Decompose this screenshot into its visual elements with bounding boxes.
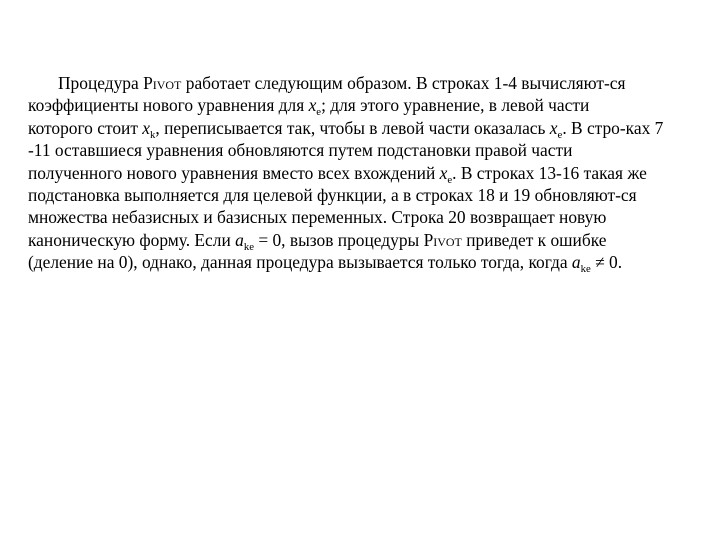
text-line-6: подстановка выполняется для целевой функции, а в строках 18 и 19 обновляют-ся [28,185,637,206]
body-paragraph [28,72,698,274]
text-line-2: коэффициенты нового уравнения для $x_e$; для этого уравнение, в левой части [28,95,590,119]
variable-subscript: e [447,173,453,186]
variable: a [571,252,581,273]
text-line-1: Процедура Pivot работает следующим образом. В строках 1-4 вычисляют-ся [58,73,626,93]
text-line-5: полученного нового уравнения вместо всех вхождений $x_e$. В строках 13-16 такая же [28,162,647,186]
procedure-name: Pivot [423,229,462,250]
text-line-8: каноническую форму. Если $a_{ke} = 0$, вызов процедуры Pivot приведет к ошибке [28,229,607,253]
text-line-9: (деление на 0), однако, данная процедура вызывается только тогда, когда $a_{ke} \ne 0$. [28,252,623,276]
variable-subscript: e [557,128,563,141]
text-line-7: множества небазисных и базисных переменных. Строка 20 возвращает новую [28,207,607,228]
variable: x [439,162,448,183]
variable-subscript: k [150,128,156,141]
text-line-3: которого стоит $x_k$, переписывается так, чтобы в левой части оказалась $x_e$. В стро-ках 7 [28,117,664,141]
variable: a [235,229,244,250]
variable: x [549,117,558,138]
variable-subscript: e [316,106,322,119]
variable-subscript: ke [580,263,591,276]
variable: x [308,95,317,116]
variable: x [142,117,151,138]
text-line-4: -11 оставшиеся уравнения обновляются путем подстановки правой части [28,140,573,161]
variable-subscript: ke [243,240,254,253]
procedure-name: Pivot [143,73,182,93]
